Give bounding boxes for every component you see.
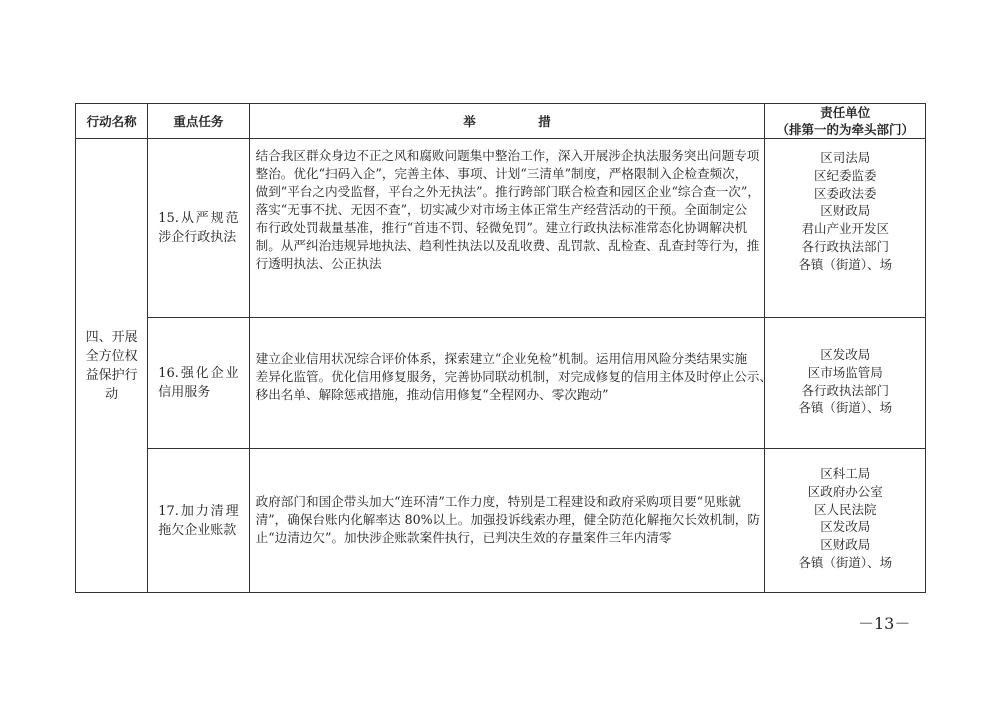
unit: 各镇（街道）、场 [798, 256, 893, 272]
measures-17 [249, 449, 765, 593]
unit: 区发改局 [820, 347, 871, 362]
header-task: 重点任务 [148, 104, 249, 139]
measure-line: 止“边清边欠”。加快涉企账款案件执行，已判决生效的存量案件三年内清零 [255, 530, 672, 545]
measure-line: 落实“无事不扰、无因不查”，切实减少对市场主体正常生产经营活动的干预。全面制定公 [255, 202, 748, 217]
header-unit [765, 104, 926, 139]
units-16 [765, 318, 926, 449]
unit: 区市场监管局 [807, 364, 883, 380]
header-unit-line1: 责任单位 [820, 105, 871, 120]
table-row [76, 139, 926, 318]
action-table [75, 103, 926, 593]
table-row [76, 449, 926, 593]
measure-line: 差异化监管。优化信用修复服务，完善协同联动机制，对完成修复的信用主体及时停止公示、 [255, 369, 772, 384]
measure-line: 政府部门和国企带头加大“连环清”工作力度，特别是工程建设和政府采购项目要“见账就 [255, 494, 741, 509]
unit: 区发改局 [820, 519, 871, 535]
header-unit-line2: （排第一的为牵头部门） [776, 122, 914, 137]
unit: 区财政局 [820, 203, 871, 219]
measure-line: 整治。优化“扫码入企”，完善主体、事项、计划“三清单”制度，严格限制入企检查频次， [255, 166, 748, 181]
measure-line: 建立企业信用状况综合评价体系，探索建立“企业免检”机制。运用信用风险分类结果实施 [255, 351, 748, 366]
task-17: 17.加力清理拖欠企业账款 [148, 449, 249, 593]
unit: 各行政执法部门 [801, 382, 889, 398]
measures-16 [249, 318, 772, 449]
unit: 区委政法委 [813, 185, 877, 201]
unit: 区政府办公室 [807, 483, 883, 499]
measure-line: 结合我区群众身边不正之风和腐败问题集中整治工作，深入开展涉企执法服务突出问题专项 [255, 148, 760, 163]
header-measures: 举 措 [249, 104, 765, 139]
unit: 各镇（街道）、场 [798, 554, 893, 570]
measure-line: 行透明执法、公正执法 [255, 256, 382, 271]
unit: 君山产业开发区 [801, 221, 889, 237]
measure-line: 移出名单、解除惩戒措施，推动信用修复“全程网办、零次跑动” [255, 387, 609, 402]
measures-15 [249, 139, 765, 318]
header-row [76, 104, 926, 139]
unit: 各镇（街道）、场 [798, 400, 893, 416]
units-15 [765, 139, 926, 318]
units-17 [765, 449, 926, 593]
unit: 区司法局 [820, 150, 871, 165]
unit: 各行政执法部门 [801, 238, 889, 254]
measure-line: 制。从严纠治违规异地执法、趋利性执法以及乱收费、乱罚款、乱检查、乱查封等行为，推 [255, 238, 760, 253]
unit: 区科工局 [820, 466, 871, 481]
measure-line: 清”，确保台账内化解率达 80%以上。加强投诉线索办理，健全防范化解拖欠长效机制，防 [255, 512, 760, 527]
task-15: 15.从严规范涉企行政执法 [148, 139, 249, 318]
measure-line: 布行政处罚裁量基准，推行“首违不罚、轻微免罚”。建立行政执法标准常态化协调解决机 [255, 220, 748, 235]
unit: 区财政局 [820, 537, 871, 553]
page-number: －13－ [858, 614, 911, 633]
measure-line: 做到“平台之内受监督，平台之外无执法”。推行跨部门联合检查和园区企业“综合查一次”， [255, 184, 760, 199]
table-row [76, 318, 926, 449]
unit: 区纪委监委 [813, 167, 877, 183]
unit: 区人民法院 [813, 501, 877, 517]
action-name: 四、开展全方位权益保护行动 [76, 139, 148, 593]
header-action: 行动名称 [76, 104, 148, 139]
task-16: 16.强化企业信用服务 [148, 318, 249, 449]
